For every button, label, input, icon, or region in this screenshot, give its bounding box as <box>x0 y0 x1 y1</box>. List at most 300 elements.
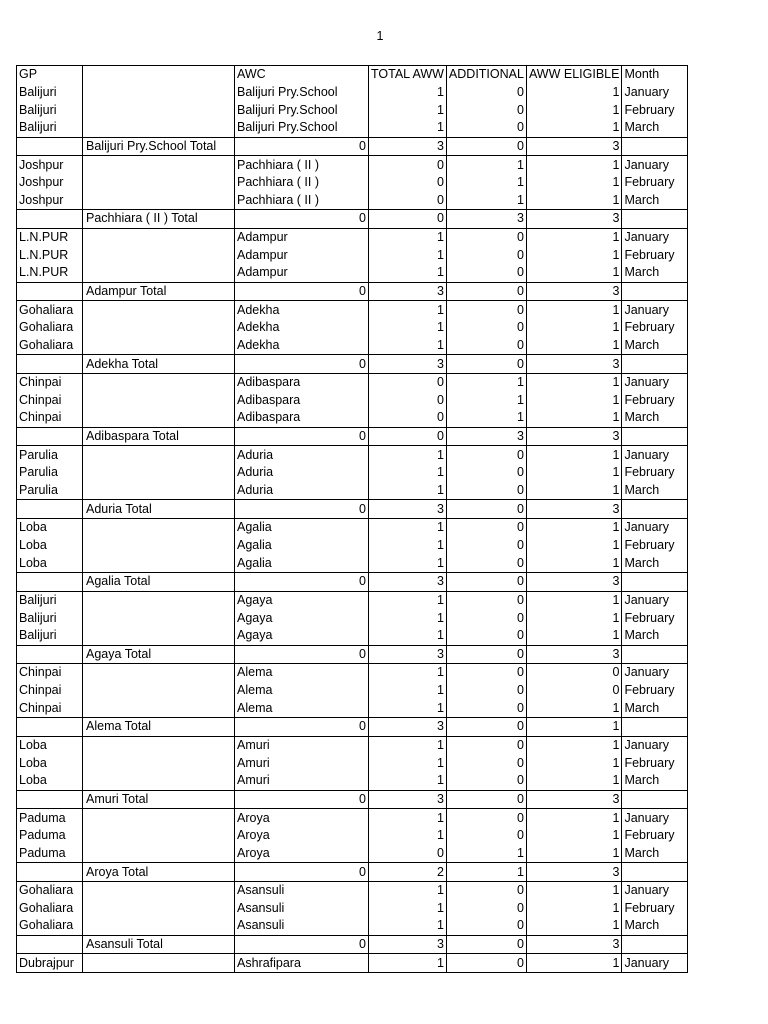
aww-eligible-cell: 3 <box>526 427 622 446</box>
subtotal-zero: 0 <box>235 210 369 229</box>
subtotal-label: Asansuli Total <box>83 935 235 954</box>
subtotal-row <box>17 935 688 954</box>
additional-cell: 0 <box>446 881 526 899</box>
month-cell: January <box>622 446 688 464</box>
subtotal-label: Aroya Total <box>83 863 235 882</box>
month-cell: January <box>622 519 688 537</box>
awc-cell: Amuri <box>235 754 369 772</box>
subtotal-zero: 0 <box>235 137 369 156</box>
awc-cell: Ashrafipara <box>235 954 369 973</box>
additional-cell: 0 <box>446 137 526 156</box>
aww-eligible-cell: 1 <box>526 609 622 627</box>
additional-cell: 0 <box>446 827 526 845</box>
blank-cell <box>83 228 235 246</box>
month-cell <box>622 718 688 737</box>
additional-cell: 0 <box>446 664 526 682</box>
blank-cell <box>83 446 235 464</box>
gp-cell: Chinpai <box>17 373 83 391</box>
table-row <box>17 409 688 427</box>
additional-cell: 0 <box>446 482 526 500</box>
aww-eligible-cell: 1 <box>526 191 622 209</box>
aww-eligible-cell: 0 <box>526 682 622 700</box>
additional-cell: 0 <box>446 84 526 102</box>
blank-cell <box>83 754 235 772</box>
month-cell: February <box>622 754 688 772</box>
table-row <box>17 664 688 682</box>
subtotal-label: Adampur Total <box>83 282 235 301</box>
additional-cell: 1 <box>446 174 526 192</box>
awc-cell: Balijuri Pry.School <box>235 84 369 102</box>
blank-cell <box>83 337 235 355</box>
total-aww-cell: 1 <box>369 827 447 845</box>
awc-cell: Agaya <box>235 627 369 645</box>
aww-eligible-cell: 3 <box>526 137 622 156</box>
total-aww-cell: 0 <box>369 191 447 209</box>
table-row <box>17 881 688 899</box>
total-aww-cell: 1 <box>369 699 447 717</box>
aww-eligible-cell: 1 <box>526 101 622 119</box>
blank-cell <box>83 519 235 537</box>
total-aww-cell: 1 <box>369 736 447 754</box>
subtotal-row <box>17 790 688 809</box>
month-cell: March <box>622 772 688 790</box>
blank-cell <box>83 899 235 917</box>
table-row <box>17 627 688 645</box>
gp-cell <box>17 282 83 301</box>
total-aww-cell: 0 <box>369 427 447 446</box>
gp-cell: Chinpai <box>17 682 83 700</box>
table-row <box>17 537 688 555</box>
total-aww-cell: 0 <box>369 174 447 192</box>
blank-cell <box>83 191 235 209</box>
additional-cell: 3 <box>446 427 526 446</box>
subtotal-row <box>17 500 688 519</box>
blank-cell <box>83 482 235 500</box>
additional-cell: 0 <box>446 718 526 737</box>
awc-cell: Alema <box>235 664 369 682</box>
gp-cell: Loba <box>17 537 83 555</box>
total-aww-cell: 1 <box>369 754 447 772</box>
additional-cell: 1 <box>446 845 526 863</box>
awc-cell: Aroya <box>235 827 369 845</box>
table-row <box>17 917 688 935</box>
additional-cell: 0 <box>446 899 526 917</box>
gp-cell: Gohaliara <box>17 319 83 337</box>
month-cell <box>622 790 688 809</box>
gp-cell: Joshpur <box>17 191 83 209</box>
aww-eligible-cell: 1 <box>526 809 622 827</box>
table-row <box>17 845 688 863</box>
total-aww-cell: 0 <box>369 373 447 391</box>
awc-cell: Pachhiara ( II ) <box>235 156 369 174</box>
awc-cell: Asansuli <box>235 917 369 935</box>
blank-cell <box>83 319 235 337</box>
aww-eligible-cell: 1 <box>526 754 622 772</box>
month-cell <box>622 935 688 954</box>
blank-cell <box>83 246 235 264</box>
gp-cell: Loba <box>17 754 83 772</box>
gp-cell: Parulia <box>17 446 83 464</box>
awc-cell: Balijuri Pry.School <box>235 119 369 137</box>
additional-cell: 0 <box>446 500 526 519</box>
subtotal-row <box>17 427 688 446</box>
subtotal-row <box>17 355 688 374</box>
table-row <box>17 337 688 355</box>
gp-cell: Chinpai <box>17 664 83 682</box>
awc-cell: Pachhiara ( II ) <box>235 174 369 192</box>
awc-cell: Asansuli <box>235 881 369 899</box>
aww-eligible-cell: 1 <box>526 954 622 973</box>
header-blank <box>83 66 235 84</box>
gp-cell: L.N.PUR <box>17 228 83 246</box>
additional-cell: 0 <box>446 736 526 754</box>
additional-cell: 0 <box>446 228 526 246</box>
awc-cell: Amuri <box>235 772 369 790</box>
aww-eligible-cell: 1 <box>526 156 622 174</box>
additional-cell: 0 <box>446 537 526 555</box>
blank-cell <box>83 174 235 192</box>
blank-cell <box>83 682 235 700</box>
total-aww-cell: 0 <box>369 409 447 427</box>
gp-cell: Gohaliara <box>17 337 83 355</box>
blank-cell <box>83 591 235 609</box>
total-aww-cell: 3 <box>369 572 447 591</box>
table-row <box>17 264 688 282</box>
table-row <box>17 84 688 102</box>
month-cell <box>622 137 688 156</box>
blank-cell <box>83 464 235 482</box>
month-cell <box>622 645 688 664</box>
header-month: Month <box>622 66 688 84</box>
total-aww-cell: 0 <box>369 156 447 174</box>
table-row <box>17 682 688 700</box>
table-row <box>17 246 688 264</box>
awc-cell: Alema <box>235 682 369 700</box>
awc-cell: Adibaspara <box>235 409 369 427</box>
subtotal-label: Balijuri Pry.School Total <box>83 137 235 156</box>
table-row <box>17 464 688 482</box>
gp-cell: Balijuri <box>17 591 83 609</box>
additional-cell: 0 <box>446 246 526 264</box>
aww-eligible-cell: 1 <box>526 482 622 500</box>
table-row <box>17 392 688 410</box>
month-cell: March <box>622 409 688 427</box>
month-cell: February <box>622 246 688 264</box>
subtotal-row <box>17 572 688 591</box>
awc-cell: Pachhiara ( II ) <box>235 191 369 209</box>
aww-eligible-cell: 1 <box>526 772 622 790</box>
gp-cell: Chinpai <box>17 392 83 410</box>
aww-eligible-cell: 1 <box>526 301 622 319</box>
spreadsheet-table <box>16 65 688 973</box>
blank-cell <box>83 664 235 682</box>
total-aww-cell: 1 <box>369 591 447 609</box>
blank-cell <box>83 845 235 863</box>
month-cell: January <box>622 736 688 754</box>
subtotal-zero: 0 <box>235 355 369 374</box>
additional-cell: 0 <box>446 446 526 464</box>
additional-cell: 0 <box>446 264 526 282</box>
month-cell: January <box>622 301 688 319</box>
additional-cell: 0 <box>446 754 526 772</box>
subtotal-label: Alema Total <box>83 718 235 737</box>
month-cell: March <box>622 264 688 282</box>
additional-cell: 0 <box>446 954 526 973</box>
total-aww-cell: 1 <box>369 682 447 700</box>
total-aww-cell: 3 <box>369 718 447 737</box>
month-cell: March <box>622 119 688 137</box>
subtotal-label: Pachhiara ( II ) Total <box>83 210 235 229</box>
total-aww-cell: 0 <box>369 845 447 863</box>
additional-cell: 0 <box>446 554 526 572</box>
subtotal-zero: 0 <box>235 863 369 882</box>
total-aww-cell: 1 <box>369 954 447 973</box>
total-aww-cell: 1 <box>369 101 447 119</box>
additional-cell: 0 <box>446 627 526 645</box>
gp-cell: Balijuri <box>17 101 83 119</box>
additional-cell: 0 <box>446 645 526 664</box>
total-aww-cell: 3 <box>369 137 447 156</box>
aww-eligible-cell: 3 <box>526 790 622 809</box>
aww-eligible-cell: 3 <box>526 935 622 954</box>
month-cell: March <box>622 482 688 500</box>
total-aww-cell: 1 <box>369 482 447 500</box>
table-row <box>17 228 688 246</box>
additional-cell: 0 <box>446 519 526 537</box>
awc-cell: Alema <box>235 699 369 717</box>
gp-cell: Balijuri <box>17 627 83 645</box>
aww-eligible-cell: 1 <box>526 246 622 264</box>
subtotal-row <box>17 210 688 229</box>
blank-cell <box>83 392 235 410</box>
additional-cell: 0 <box>446 699 526 717</box>
subtotal-zero: 0 <box>235 572 369 591</box>
aww-eligible-cell: 1 <box>526 899 622 917</box>
additional-cell: 0 <box>446 917 526 935</box>
gp-cell: Loba <box>17 519 83 537</box>
month-cell: March <box>622 337 688 355</box>
aww-eligible-cell: 3 <box>526 210 622 229</box>
subtotal-row <box>17 137 688 156</box>
aww-eligible-cell: 1 <box>526 392 622 410</box>
blank-cell <box>83 554 235 572</box>
gp-cell: Parulia <box>17 464 83 482</box>
total-aww-cell: 1 <box>369 464 447 482</box>
table-row <box>17 899 688 917</box>
table-row <box>17 519 688 537</box>
awc-cell: Amuri <box>235 736 369 754</box>
gp-cell: Paduma <box>17 845 83 863</box>
total-aww-cell: 0 <box>369 210 447 229</box>
additional-cell: 0 <box>446 935 526 954</box>
aww-eligible-cell: 3 <box>526 355 622 374</box>
month-cell <box>622 500 688 519</box>
awc-cell: Adampur <box>235 228 369 246</box>
header-aww-eligible: AWW ELIGIBLE <box>526 66 622 84</box>
subtotal-row <box>17 863 688 882</box>
gp-cell <box>17 210 83 229</box>
total-aww-cell: 1 <box>369 519 447 537</box>
gp-cell <box>17 572 83 591</box>
awc-cell: Adekha <box>235 301 369 319</box>
awc-cell: Agalia <box>235 537 369 555</box>
table-row <box>17 482 688 500</box>
blank-cell <box>83 699 235 717</box>
aww-eligible-cell: 3 <box>526 572 622 591</box>
aww-eligible-cell: 1 <box>526 736 622 754</box>
additional-cell: 1 <box>446 409 526 427</box>
awc-cell: Aduria <box>235 482 369 500</box>
month-cell <box>622 863 688 882</box>
additional-cell: 1 <box>446 392 526 410</box>
blank-cell <box>83 373 235 391</box>
table-row <box>17 699 688 717</box>
month-cell: February <box>622 392 688 410</box>
month-cell: January <box>622 156 688 174</box>
table-row <box>17 809 688 827</box>
total-aww-cell: 1 <box>369 664 447 682</box>
gp-cell <box>17 137 83 156</box>
aww-eligible-cell: 1 <box>526 174 622 192</box>
blank-cell <box>83 736 235 754</box>
gp-cell <box>17 355 83 374</box>
gp-cell <box>17 718 83 737</box>
total-aww-cell: 1 <box>369 246 447 264</box>
header-awc: AWC <box>235 66 369 84</box>
subtotal-row <box>17 282 688 301</box>
additional-cell: 0 <box>446 355 526 374</box>
gp-cell: Parulia <box>17 482 83 500</box>
total-aww-cell: 3 <box>369 282 447 301</box>
table-row <box>17 827 688 845</box>
aww-eligible-cell: 1 <box>526 718 622 737</box>
additional-cell: 0 <box>446 572 526 591</box>
total-aww-cell: 3 <box>369 500 447 519</box>
gp-cell: Chinpai <box>17 699 83 717</box>
aww-eligible-cell: 0 <box>526 664 622 682</box>
subtotal-label: Amuri Total <box>83 790 235 809</box>
blank-cell <box>83 156 235 174</box>
total-aww-cell: 3 <box>369 790 447 809</box>
gp-cell <box>17 935 83 954</box>
month-cell: February <box>622 899 688 917</box>
gp-cell: Paduma <box>17 809 83 827</box>
blank-cell <box>83 917 235 935</box>
blank-cell <box>83 409 235 427</box>
aww-eligible-cell: 1 <box>526 84 622 102</box>
awc-cell: Adampur <box>235 264 369 282</box>
aww-eligible-cell: 1 <box>526 699 622 717</box>
subtotal-label: Agalia Total <box>83 572 235 591</box>
total-aww-cell: 0 <box>369 392 447 410</box>
total-aww-cell: 1 <box>369 609 447 627</box>
additional-cell: 1 <box>446 191 526 209</box>
aww-eligible-cell: 1 <box>526 537 622 555</box>
total-aww-cell: 1 <box>369 319 447 337</box>
aww-eligible-cell: 1 <box>526 446 622 464</box>
total-aww-cell: 1 <box>369 554 447 572</box>
blank-cell <box>83 537 235 555</box>
total-aww-cell: 1 <box>369 917 447 935</box>
total-aww-cell: 3 <box>369 645 447 664</box>
aww-eligible-cell: 1 <box>526 881 622 899</box>
month-cell: February <box>622 464 688 482</box>
table-row <box>17 736 688 754</box>
table-row <box>17 373 688 391</box>
total-aww-cell: 2 <box>369 863 447 882</box>
gp-cell <box>17 645 83 664</box>
subtotal-zero: 0 <box>235 282 369 301</box>
subtotal-zero: 0 <box>235 427 369 446</box>
awc-cell: Agalia <box>235 519 369 537</box>
aww-eligible-cell: 1 <box>526 464 622 482</box>
table-row <box>17 446 688 464</box>
blank-cell <box>83 827 235 845</box>
aww-eligible-cell: 1 <box>526 337 622 355</box>
aww-eligible-cell: 1 <box>526 519 622 537</box>
month-cell: March <box>622 191 688 209</box>
month-cell: February <box>622 174 688 192</box>
total-aww-cell: 1 <box>369 809 447 827</box>
additional-cell: 1 <box>446 156 526 174</box>
blank-cell <box>83 609 235 627</box>
table-row <box>17 191 688 209</box>
month-cell <box>622 572 688 591</box>
header-total-aww: TOTAL AWW <box>369 66 447 84</box>
month-cell: January <box>622 881 688 899</box>
additional-cell: 0 <box>446 591 526 609</box>
additional-cell: 1 <box>446 373 526 391</box>
total-aww-cell: 1 <box>369 337 447 355</box>
aww-eligible-cell: 1 <box>526 373 622 391</box>
additional-cell: 0 <box>446 319 526 337</box>
blank-cell <box>83 301 235 319</box>
additional-cell: 0 <box>446 682 526 700</box>
month-cell: February <box>622 609 688 627</box>
month-cell: March <box>622 917 688 935</box>
header-additional: ADDITIONAL <box>446 66 526 84</box>
subtotal-zero: 0 <box>235 718 369 737</box>
aww-eligible-cell: 1 <box>526 554 622 572</box>
table-row <box>17 591 688 609</box>
gp-cell: Gohaliara <box>17 899 83 917</box>
gp-cell: Joshpur <box>17 156 83 174</box>
gp-cell: Paduma <box>17 827 83 845</box>
awc-cell: Aroya <box>235 845 369 863</box>
additional-cell: 0 <box>446 809 526 827</box>
additional-cell: 0 <box>446 772 526 790</box>
month-cell: January <box>622 84 688 102</box>
table-row <box>17 301 688 319</box>
awc-cell: Adekha <box>235 337 369 355</box>
additional-cell: 0 <box>446 464 526 482</box>
aww-eligible-cell: 3 <box>526 282 622 301</box>
awc-cell: Aroya <box>235 809 369 827</box>
additional-cell: 0 <box>446 337 526 355</box>
additional-cell: 0 <box>446 609 526 627</box>
subtotal-zero: 0 <box>235 790 369 809</box>
month-cell: March <box>622 699 688 717</box>
gp-cell: Loba <box>17 736 83 754</box>
aww-eligible-cell: 1 <box>526 591 622 609</box>
table-row <box>17 119 688 137</box>
subtotal-label: Agaya Total <box>83 645 235 664</box>
blank-cell <box>83 809 235 827</box>
additional-cell: 0 <box>446 119 526 137</box>
aww-eligible-cell: 1 <box>526 228 622 246</box>
gp-cell <box>17 427 83 446</box>
blank-cell <box>83 119 235 137</box>
